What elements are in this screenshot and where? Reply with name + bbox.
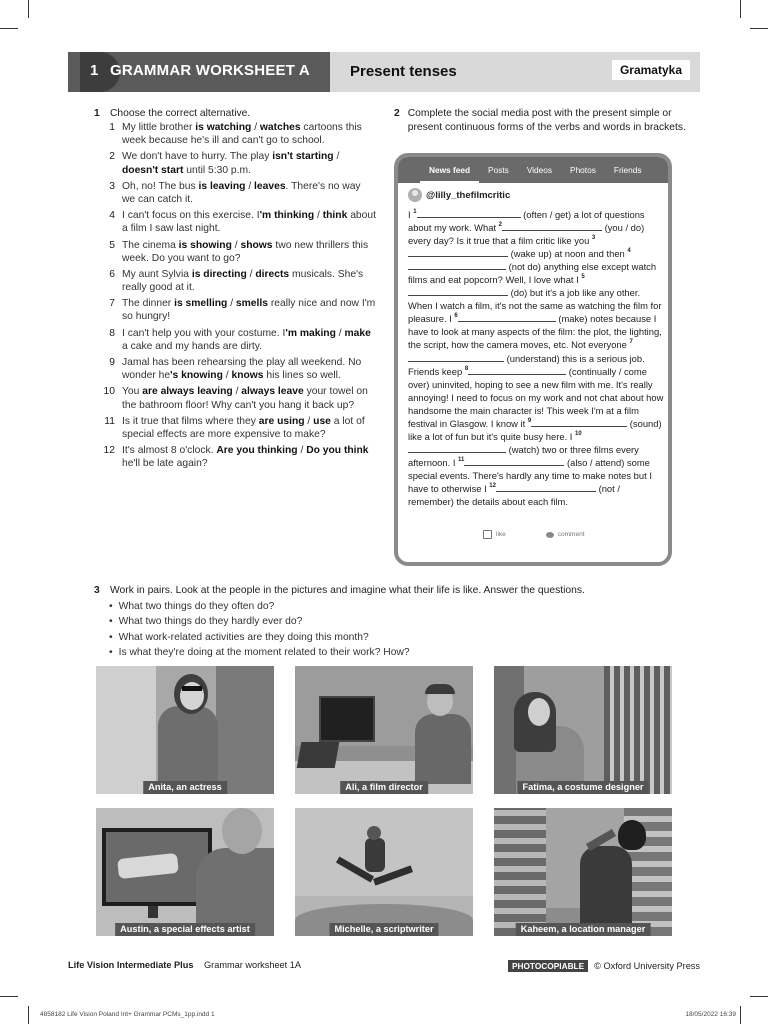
exercise-1-item	[94, 268, 376, 294]
item-text: You are always leaving / always leave your towel on the bathroom floor! Why can't you hang it back up?	[122, 386, 368, 411]
book-title: Life Vision Intermediate Plus	[68, 960, 194, 970]
question-item: • What two things do they hardly ever do?	[109, 614, 714, 629]
exercise-1-item	[94, 297, 376, 323]
photo-caption: Kaheem, a location manager	[516, 923, 651, 936]
comment-button[interactable]: comment	[546, 530, 585, 539]
item-text: We don't have to hurry. The play isn't starting / doesn't start until 5:30 p.m.	[122, 151, 340, 176]
exercise-2-heading: 2 Complete the social media post with the present simple or present continuous forms of the verbs and words in brackets.	[394, 107, 694, 134]
exercise-1-item	[94, 327, 376, 353]
item-number: 12	[103, 445, 115, 457]
photo-caption: Austin, a special effects artist	[115, 923, 255, 936]
photo-caption: Ali, a film director	[340, 781, 428, 794]
exercise-1-item	[94, 239, 376, 265]
username: @lilly_thefilmcritic	[426, 189, 511, 201]
question-item: • What work-related activities are they doing this month?	[109, 630, 714, 645]
exercise-1-item	[94, 121, 376, 147]
exercise-1-item	[94, 444, 376, 470]
photo-anita	[96, 666, 274, 794]
photo-fatima	[494, 666, 672, 794]
header-light-band	[330, 52, 700, 92]
item-number: 2	[109, 151, 115, 163]
photocopiable-badge: PHOTOCOPIABLE	[508, 960, 588, 972]
photo-caption: Anita, an actress	[143, 781, 227, 794]
crop-mark	[28, 0, 29, 18]
crop-mark	[0, 996, 18, 997]
crop-mark	[740, 1006, 741, 1024]
social-tabs	[398, 157, 668, 183]
section-tag: Gramatyka	[612, 60, 690, 80]
worksheet-code: Grammar worksheet 1A	[204, 960, 302, 970]
item-number: 4	[109, 210, 115, 222]
exercise-3-instruction: Work in pairs. Look at the people in the pictures and imagine what their life is like. Answer the questions.	[110, 585, 585, 596]
exercise-1-items	[94, 121, 376, 470]
item-number: 1	[109, 122, 115, 134]
crop-mark	[740, 0, 741, 18]
photo-austin	[96, 808, 274, 936]
item-text: Jamal has been rehearsing the play all weekend. No wonder he's knowing / knows his lines so well.	[122, 357, 362, 382]
slug-file: 4858182 Life Vision Poland Int+ Grammar PCMs_1pp.indd 1	[40, 1011, 215, 1018]
photo-kaheem	[494, 808, 672, 936]
tab-news-feed[interactable]: News feed	[420, 157, 479, 183]
item-number: 11	[104, 415, 115, 427]
footer-right	[508, 960, 700, 972]
worksheet-title: GRAMMAR WORKSHEET A	[110, 62, 310, 79]
exercise-1-item	[94, 209, 376, 235]
item-number: 7	[109, 298, 115, 310]
exercise-1	[94, 107, 376, 474]
speech-bubble-icon	[546, 532, 554, 538]
item-number: 3	[109, 180, 115, 192]
item-text: The cinema is showing / shows two new thrillers this week. Do you want to go?	[122, 239, 369, 264]
exercise-1-instruction: Choose the correct alternative.	[110, 108, 251, 119]
slug-date: 18/05/2022 16:39	[685, 1011, 736, 1018]
exercise-3-heading: 3 Work in pairs. Look at the people in the pictures and imagine what their life is like. Answer the questions.	[94, 583, 714, 598]
post-user	[408, 188, 510, 202]
item-text: I can't help you with your costume. I'm making / make a cake and my hands are dirty.	[122, 327, 371, 352]
item-number: 5	[109, 239, 115, 251]
item-text: My little brother is watching / watches cartoons this week because he's ill and can't go to school.	[122, 122, 362, 147]
exercise-1-item	[94, 356, 376, 382]
avatar	[408, 188, 422, 202]
item-text: Is it true that films where they are using / use a lot of special effects are more expensive to make?	[122, 415, 365, 440]
worksheet-subtitle: Present tenses	[350, 63, 457, 80]
item-text: It's almost 8 o'clock. Are you thinking / Do you think he'll be late again?	[122, 445, 369, 470]
page-footer	[68, 960, 700, 970]
photo-caption: Fatima, a costume designer	[517, 781, 648, 794]
item-text: My aunt Sylvia is directing / directs musicals. She's really good at it.	[122, 268, 364, 294]
exercise-3	[94, 583, 714, 660]
exercise-2-instruction: Complete the social media post with the present simple or present continuous forms of the verbs and words in brackets.	[407, 108, 686, 133]
item-text: Oh, no! The bus is leaving / leaves. There's no way we can catch it.	[122, 180, 361, 205]
question-item: • Is what they're doing at the moment related to their work? How?	[109, 645, 714, 660]
photo-caption: Michelle, a scriptwriter	[329, 923, 438, 936]
exercise-1-item	[94, 150, 376, 176]
item-number: 9	[109, 357, 115, 369]
photo-michelle	[295, 808, 473, 936]
crop-mark	[750, 28, 768, 29]
header-dark-band	[68, 52, 330, 92]
tab-friends[interactable]: Friends	[613, 165, 642, 175]
tab-videos[interactable]: Videos	[526, 165, 553, 175]
question-list	[109, 599, 714, 660]
exercise-1-item	[94, 385, 376, 411]
item-text: The dinner is smelling / smells really nice and now I'm so hungry!	[122, 298, 376, 323]
item-number: 8	[109, 327, 115, 339]
tab-photos[interactable]: Photos	[570, 165, 596, 175]
post-actions	[483, 530, 585, 539]
worksheet-header	[68, 52, 700, 92]
thumbs-up-icon	[483, 530, 492, 539]
publisher: © Oxford University Press	[594, 961, 700, 971]
like-button[interactable]: like	[483, 530, 506, 539]
item-text: I can't focus on this exercise. I'm thinking / think about a film I saw last night.	[122, 210, 376, 235]
unit-number-badge: 1	[80, 52, 120, 92]
photo-ali	[295, 666, 473, 794]
crop-mark	[28, 1006, 29, 1024]
crop-mark	[0, 28, 18, 29]
exercise-1-heading: 1 Choose the correct alternative.	[94, 108, 251, 119]
question-item: • What two things do they often do?	[109, 599, 714, 614]
item-number: 6	[109, 268, 115, 280]
item-number: 10	[103, 386, 115, 398]
exercise-1-item	[94, 180, 376, 206]
post-text: I $^1$ (often / get) a lot of questions about my work. What $^2$ (you / do) every day? Is it true that a film critic like you $^3$ (wake up) at noon and then $^4$ (not do) anything else except watch films and eat popcorn? Well, I love what I $^5$ (do) but it's a job like any other. When I watch a film, it's not the same as watching the film for pleasure. I $^6$ (make) notes because I have to look at many aspects of the film: the plot, the lighting, the script, how the camera moves, etc. Not everyone $^7$ (understand) this is a serious job. Friends keep $^8$ (continually / come over) uninvited, hoping to see a new film with me. It's really annoying! I need to focus on my work and not chat about how handsome the main character is! This week I'm at a film festival in Glasgow. I know it $^9$ (sound) like a lot of fun but it's quite busy here. I $^{10}$ (watch) two or three films every afternoon. I $^{11}$ (also / attend) some special events. There's hardly any time to make notes but I have to otherwise I $^{12}$ (not / remember) the details about each film.	[408, 209, 664, 508]
print-slug	[40, 1011, 736, 1018]
crop-mark	[750, 996, 768, 997]
exercise-1-item	[94, 415, 376, 441]
tab-posts[interactable]: Posts	[488, 165, 509, 175]
social-media-post-frame	[394, 153, 672, 566]
